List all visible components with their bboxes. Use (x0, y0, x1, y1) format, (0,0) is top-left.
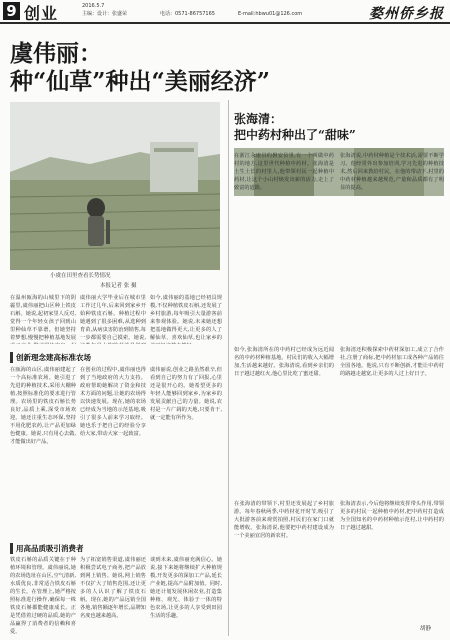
photo-credit (10, 282, 220, 290)
column-divider (228, 100, 229, 636)
side-headline-name: 张海清： (234, 112, 283, 126)
body-col6: 谈到未来,虞伟丽充满信心。她说,接下来她将继续扩大种植规模,开发更多的深加工产品,延长产业链,提高产品附加值。同时,她还计划发展休闲农业,打造集种植、观光、体验于一体的特色农场,让更多的人享受到田园生活的乐趣。 (150, 557, 222, 619)
side-col3: 如今,张海清所在的中药村已经成为远近闻名的中药材种植基地。村民们的收入大幅增加,生活越来越好。张海清说,看到乡亲们的日子越过越红火,他心里比吃了蜜还甜。 (234, 347, 334, 377)
main-headline: 种“仙草”种出“美丽经济” (10, 68, 270, 95)
newspaper-logo: 婺州侨乡报 (369, 6, 444, 22)
body-col5: 为了拓宽销售渠道,虞伟丽还积极尝试电子商务,把产品放到网上销售。她说,网上销售不仅扩大了销售范围,还让更多的人认识了解了铁皮石斛。现在,她的产品远销全国各地,销售额逐年增长,品牌知名度也越来越高。 (80, 557, 146, 619)
issue-date: 2016.5.7 (82, 3, 105, 9)
body-col1: 在瓯海的山区,虞伟丽建起了一个高标准农场。她引进了先进的种植技术,采用大棚种植,按照标准化的要求进行管理。农场里的铁皮石斛长势良好,品质上乘,深受市场欢迎。她还注重生态环保,坚持不用化肥农药,让产品更加绿色健康。她说,只有用心去做,才能做出好产品。 (10, 367, 76, 445)
main-photo-caption (10, 272, 220, 280)
body-col3: 虞伟丽说,创业之路虽然艰辛,但看到自己的努力有了回报,心里还是很开心的。她希望更多的年轻人能够回到家乡,为家乡的发展贡献自己的力量。她说,农村是一片广阔的天地,只要肯干,就一定能有所作为。 (150, 367, 222, 421)
body-col4: 铁皮石斛的品质关键在于种植环境和管理。虞伟丽说,她的农场选址在山区,空气清新,水质优良,非常适合铁皮石斛的生长。在管理上,她严格按照标准进行操作,确保每一株铁皮石斛都能健康成长。正是凭借着过硬的品质,她的产品赢得了消费者的信赖和喜爱。 (10, 557, 76, 635)
side-author: 胡静 (420, 626, 432, 632)
side-col5: 在张海清的带领下,村里还发展起了乡村旅游。每年春秋两季,中药材花开时节,吸引了大批游客前来观赏拍照,村民们在家门口就能增收。张海清说,他要把中药村建设成为一个美丽宜居的新农村。 (234, 501, 334, 539)
side-col1: 在浙江永康县的磐安县里,有一个叫做中药村的地方,这里世代种植中药材。张海清是土生土长的村里人,他带领村民一起种植中药材,让这个小山村焕发出新的活力,走上了致富的道路。 (234, 153, 334, 191)
caption-text: 小虞在田里查看长势情况 (50, 273, 111, 279)
main-headline-name: 虞伟丽： (10, 40, 102, 67)
main-intro-col2: 虞伟丽大学毕业后在城市里工作过几年,后来回到家乡开始种铁皮石斛。种植过程中她遇到了很多困难,从选种到育苗,从病虫害防治到销售,每一步都需要自己摸索。她说, (80, 295, 146, 341)
body-col2: 在创业的过程中,虞伟丽也得到了当地政府的大力支持。政府帮助她解决了资金和技术方面的问题,让她的农场得以快速发展。现在,她的农场已经成为当地的示范基地,吸引了很多人前来学习取经。她也乐于把自己的经验分享给大家,带动大家一起致富。 (80, 367, 146, 437)
credit-text: 本报记者 张 摄 (100, 283, 137, 289)
email-line: E-mail:hbwu01@126.com (238, 11, 303, 17)
side-col2: 张海清说,中药材种植是个技术活,需要不断学习。他经常外出参加培训,学习先进的种植技术,然后回来教给村民。在他的带动下,村里的中药材种植越来越规范,产量和品质都有了明显的提高。 (340, 153, 444, 191)
main-photo (10, 102, 220, 270)
page-number: 9 (3, 2, 20, 20)
main-intro-col1: 在温州瓯海的山城里下的阴霾里,虞伟丽把山区种上铁皮石斛。她说,起初家里人反对,觉得一个年轻女孩子回到山里种仙草不靠谱。但她坚持着梦想,慢慢把种植基地发展 (10, 295, 76, 341)
section-subtitle-2: 用高品质吸引消费者 (10, 543, 84, 554)
editor-line: 主编：设计：张盛荣 (82, 11, 128, 17)
side-col4: 张海清还积极探索中药材深加工,成立了合作社,注册了商标,把中药材加工成各种产品销往全国各地。他说,只有不断创新,才能让中药村的路越走越宽,让更多的人过上好日子。 (340, 347, 444, 377)
main-intro-col3: 如今,虞伟丽的基地已经初具规模,不仅种植铁皮石斛,还发展了乡村旅游,每年吸引大量游客前来参观体验。她说,未来她还想把基地做得更大,让更多的人了解仙草、喜欢仙草,也让家乡的 (150, 295, 222, 341)
field-photo-illustration (10, 102, 220, 270)
side-headline-box (234, 98, 444, 148)
section-subtitle-1: 创新理念建高标准农场 (10, 352, 91, 363)
phone-line: 电话：0571-86757165 (160, 11, 215, 17)
side-headline: 把中药村种出了“甜味” (234, 128, 356, 142)
section-title: 创业 (24, 4, 59, 23)
side-col6: 张海清表示,今后他将继续发挥带头作用,带领更多的村民一起种植中药材,把中药村打造成为全国知名的中药材种植示范村,让中药村的日子越过越甜。 (340, 501, 444, 531)
masthead (0, 0, 450, 24)
